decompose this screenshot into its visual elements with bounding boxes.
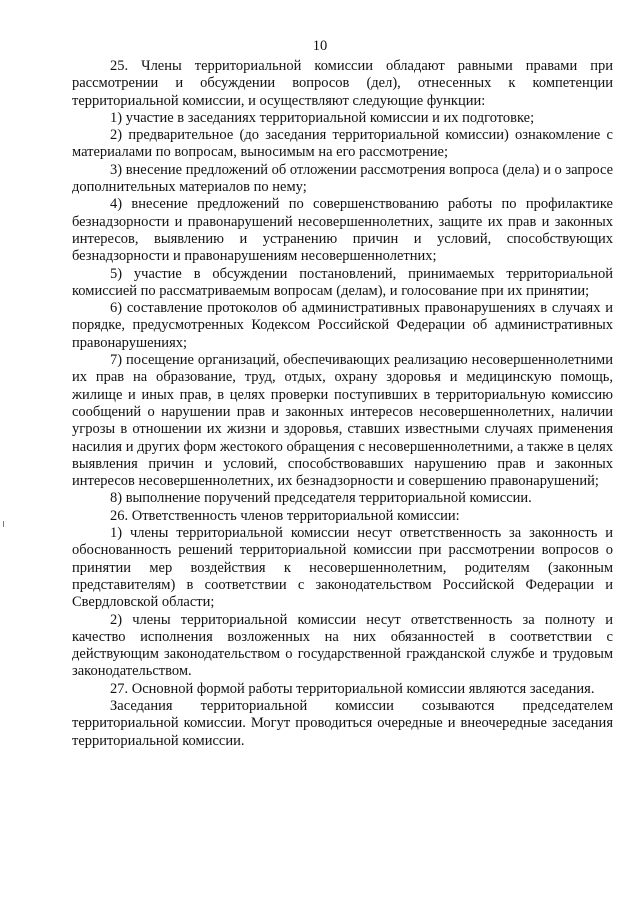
list-item-26-2: 2) члены территориальной комиссии несут ответственность за полноту и качество исполнения возложенных на них обязанностей в соответствии с действующим законодательством о государственной гражданской службе и трудовым законодательством. <box>72 611 613 680</box>
page-number: 10 <box>312 38 328 54</box>
list-item-25-4: 4) внесение предложений по совершенствованию работы по профилактике безнадзорности и правонарушений несовершеннолетних, защите их прав и законных интересов, выявлению и устранению причин и условий, способствующих безнадзорности и правонарушениям несовершеннолетних; <box>72 196 613 265</box>
list-item-25-6: 6) составление протоколов об административных правонарушениях в случаях и порядке, предусмотренных Кодексом Российской Федерации об административных правонарушениях; <box>72 300 613 351</box>
list-item-25-8: 8) выполнение поручений председателя территориальной комиссии. <box>110 490 532 507</box>
list-item-25-5: 5) участие в обсуждении постановлений, принимаемых территориальной комиссией по рассматриваемым вопросам (делам), и голосование при их принятии; <box>72 265 613 299</box>
list-item-25-3: 3) внесение предложений об отложении рассмотрения вопроса (дела) и о запросе дополнительных материалов по нему; <box>72 161 614 196</box>
list-item-25-7: 7) посещение организаций, обеспечивающих реализацию несовершеннолетними их прав на образование, труд, отдых, охрану здоровья и медицинскую помощь, жилище и иных прав, в целях проверки поступивших в территориальную комиссию сообщений о нарушении прав и законных интересов несовершеннолетних, наличии угрозы в отношении их жизни и здоровья, ставших известными случаях применения насилия и других форм жестокого обращения с несовершеннолетними, а также в целях выявления причин и условий, способствовавших нарушению прав и законных интересов несовершеннолетних, их безнадзорности и совершению правонарушений; <box>72 352 613 490</box>
document-body <box>72 58 613 750</box>
paragraph-25: 25. Члены территориальной комиссии обладают равными правами при рассмотрении и обсуждении вопросов (дел), отнесенных к компетенции территориальной комиссии, и осуществляют следующие функции: <box>72 58 613 109</box>
paragraph-27-sessions: Заседания территориальной комиссии созываются председателем территориальной комиссии. Могут проводиться очередные и внеочередные заседания территориальной комиссии. <box>72 697 613 749</box>
list-item-26-1: 1) члены территориальной комиссии несут ответственность за законность и обоснованность решений территориальной комиссии при рассмотрении вопросов о принятии мер воздействия к несовершеннолетним, родителям (законным представителям) в соответствии с законодательством Российской Федерации и Свердловской области; <box>72 525 613 611</box>
list-item-25-1: 1) участие в заседаниях территориальной комиссии и их подготовке; <box>110 109 535 126</box>
paragraph-27: 27. Основной формой работы территориальной комиссии являются заседания. <box>110 680 595 697</box>
paragraph-26: 26. Ответственность членов территориальной комиссии: <box>110 507 460 524</box>
list-item-25-2: 2) предварительное (до заседания территориальной комиссии) ознакомление с материалами по вопросам, выносимым на его рассмотрение; <box>72 127 613 161</box>
margin-mark <box>3 521 4 527</box>
